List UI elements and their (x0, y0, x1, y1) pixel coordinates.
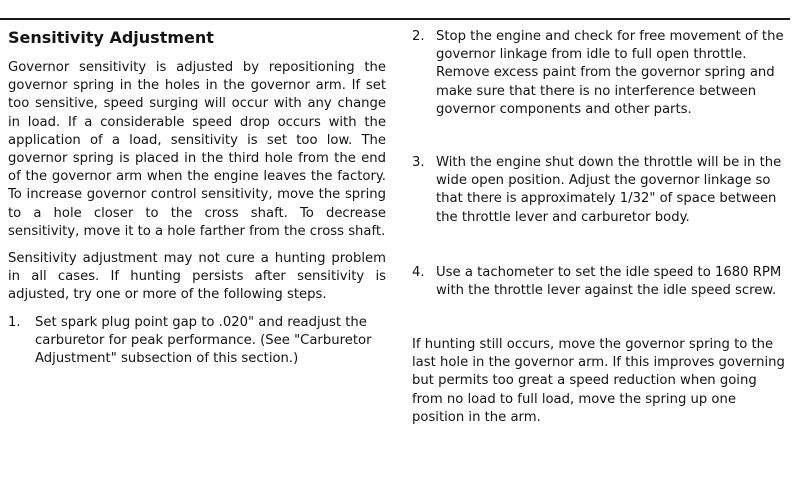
step-3 (412, 154, 786, 227)
step-number: 3. (412, 155, 425, 170)
step-number: 2. (412, 29, 425, 44)
step-2 (412, 28, 786, 119)
closing-paragraph: If hunting still occurs, move the governor spring to the last hole in the governor arm. If this improves governing but permits too great a speed reduction when going from no load to full load, move the spring up one position in the arm. (412, 337, 785, 425)
step-text: Set spark plug point gap to .020" and readjust the carburetor for peak performance. (See "Carburetor Adjustment" subsection of this section.) (35, 314, 372, 367)
step-text: Stop the engine and check for free movement of the governor linkage from idle to full open throttle. Remove excess paint from the governor spring and make sure that there is no interference between governor components and other parts. (436, 29, 784, 117)
step-4 (412, 264, 786, 300)
governor-sensitivity-paragraph: Governor sensitivity is adjusted by repositioning the governor spring in the holes in the governor arm. If set too sensitive, speed surging will occur with any change in load. If a considerable speed drop occurs with the application of a load, sensitivity is set too low. The governor spring is placed in the third hole from the end of the governor arm when the engine leaves the factory. To increase governor control sensitivity, move the spring to a hole closer to the cross shaft. To decrease sensitivity, move it to a hole farther from the cross shaft. (8, 60, 386, 239)
step-1 (8, 314, 386, 369)
top-rule (0, 18, 790, 20)
left-column (8, 28, 386, 368)
hunting-problem-paragraph: Sensitivity adjustment may not cure a hunting problem in all cases. If hunting persists after sensitivity is adjusted, try one or more of the following steps. (8, 251, 386, 303)
step-text: Use a tachometer to set the idle speed to 1680 RPM with the throttle lever against the idle speed screw. (436, 265, 782, 299)
step-number: 4. (412, 265, 425, 280)
step-number: 1. (8, 314, 21, 330)
section-heading: Sensitivity Adjustment (8, 28, 214, 47)
step-text: With the engine shut down the throttle will be in the wide open position. Adjust the governor linkage so that there is approximately 1/32" of space between the throttle lever and carburetor body. (436, 155, 782, 225)
